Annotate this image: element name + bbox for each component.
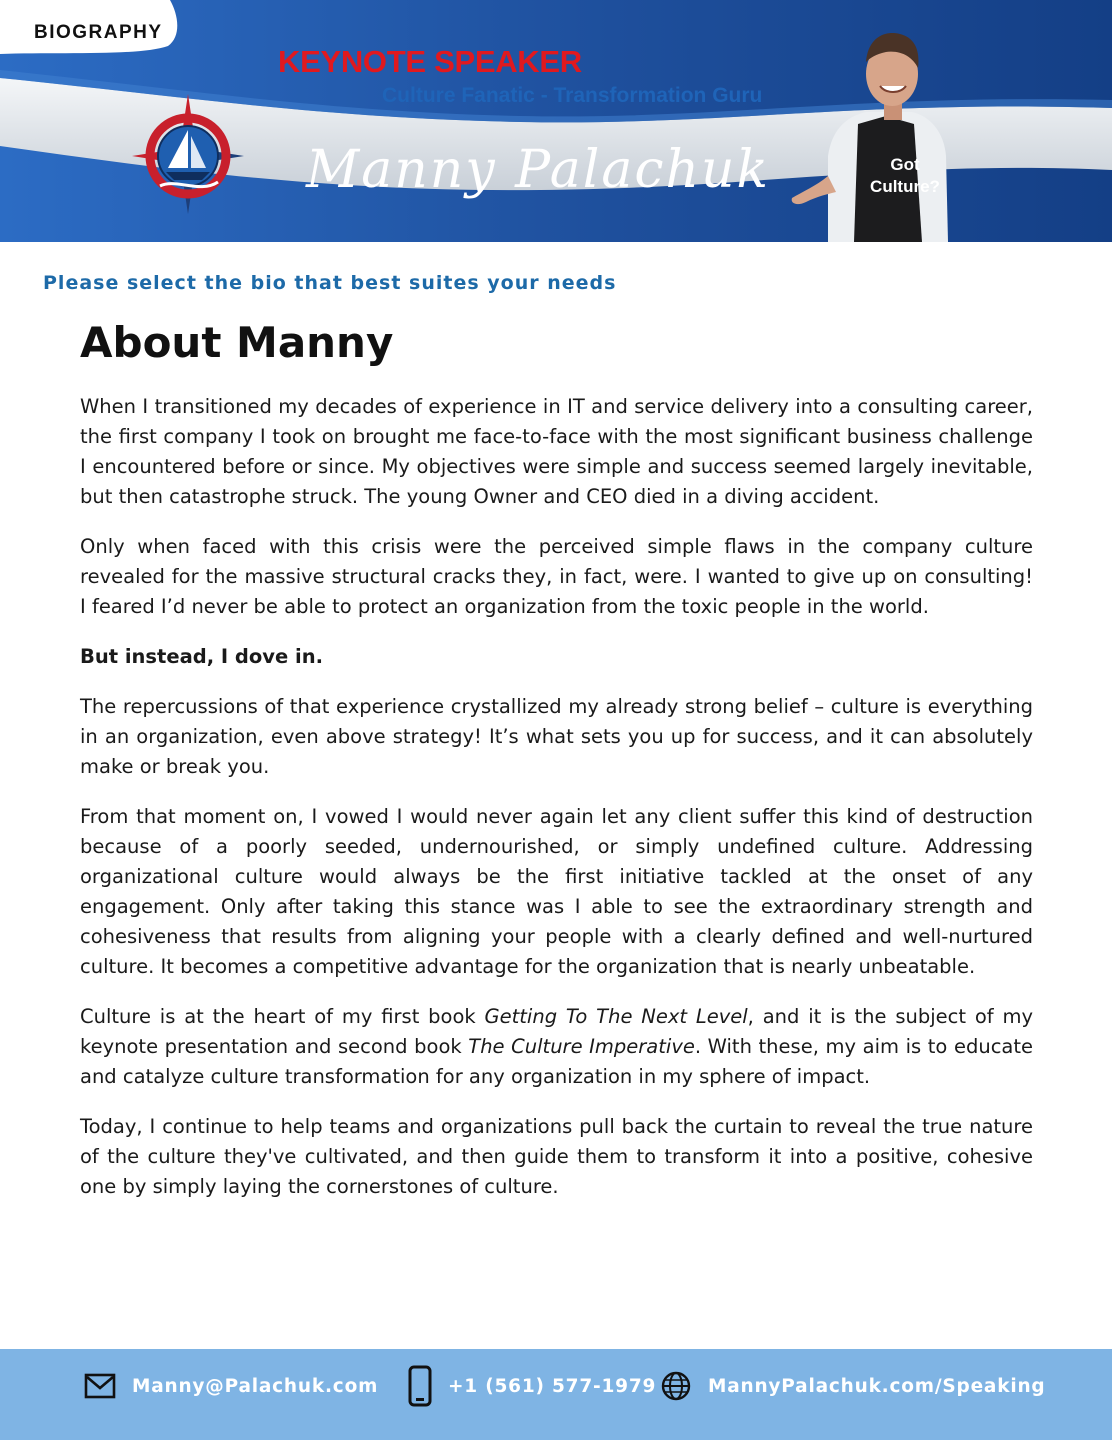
email-link[interactable]: Manny@Palachuk.com [132, 1375, 379, 1397]
article-title: About Manny [80, 318, 394, 367]
shirt-slogan [866, 154, 944, 198]
shirt-slogan-line2: Culture? [870, 177, 940, 196]
paragraph-3-emphasis: But instead, I dove in. [80, 645, 323, 668]
speaker-tagline: Culture Fanatic - Transformation Guru [382, 84, 763, 107]
paragraph-6-part-a: Culture is at the heart of my first book [80, 1005, 485, 1028]
phone-number[interactable]: +1 (561) 577-1979 [448, 1375, 657, 1397]
signature-name: Manny Palachuk [306, 140, 771, 200]
compass-sailboat-logo-icon [132, 94, 244, 214]
keynote-kicker: KEYNOTE SPEAKER [278, 44, 582, 79]
bio-article [80, 392, 1033, 1222]
shirt-slogan-line1: Got [890, 155, 920, 174]
envelope-icon [84, 1373, 116, 1399]
paragraph-4: The repercussions of that experience crystallized my already strong belief – culture is everything in an organization, even above strategy! It’s what sets you up for success, and it can absolutely make or break you. [80, 695, 1033, 778]
section-tab: BIOGRAPHY [34, 22, 163, 43]
phone-icon [408, 1365, 432, 1407]
website-link[interactable]: MannyPalachuk.com/Speaking [708, 1375, 1046, 1397]
phone-contact[interactable] [408, 1349, 656, 1423]
paragraph-1: When I transitioned my decades of experience in IT and service delivery into a consulting career, the first company I took on brought me face-to-face with the most significant business challenge I encountered before or since. My objectives were simple and success seemed largely inevitable, but then catastrophe struck. The young Owner and CEO died in a diving accident. [80, 395, 1033, 508]
paragraph-2: Only when faced with this crisis were the perceived simple flaws in the company culture revealed for the massive structural cracks they, in fact, were. I wanted to give up on consulting! I feared I’d never be able to protect an organization from the toxic people in the world. [80, 535, 1033, 618]
paragraph-7: Today, I continue to help teams and organizations pull back the curtain to reveal the true nature of the culture they've cultivated, and then guide them to transform it into a positive, cohesive one by simply laying the cornerstones of culture. [80, 1115, 1033, 1198]
paragraph-5: From that moment on, I vowed I would never again let any client suffer this kind of destruction because of a poorly seeded, undernourished, or simply undefined culture. Addressing organizational culture would always be the first initiative tackled at the onset of any engagement. Only after taking this stance was I able to see the extraordinary strength and cohesiveness that results from aligning your people with a clearly defined and well-nurtured culture. It becomes a competitive advantage for the organization that is nearly unbeatable. [80, 805, 1033, 978]
paragraph-6 [80, 1002, 1033, 1092]
website-contact[interactable] [660, 1349, 1045, 1423]
header-banner [0, 0, 1112, 242]
bio-selection-prompt: Please select the bio that best suites your needs [43, 272, 617, 294]
paragraph-6-part-c: . With these, my aim is to educate and catalyze culture transformation for any organization in my sphere of impact. [80, 1035, 1034, 1088]
speaker-portrait [788, 16, 948, 242]
book-title-1: Getting To The Next Level [484, 1005, 748, 1028]
email-contact[interactable] [84, 1349, 378, 1423]
globe-icon [660, 1370, 692, 1402]
book-title-2: The Culture Imperative [468, 1035, 695, 1058]
contact-footer [0, 1349, 1112, 1440]
paragraph-6-part-b: , and it is the subject of my keynote presentation and second book [80, 1005, 1033, 1058]
